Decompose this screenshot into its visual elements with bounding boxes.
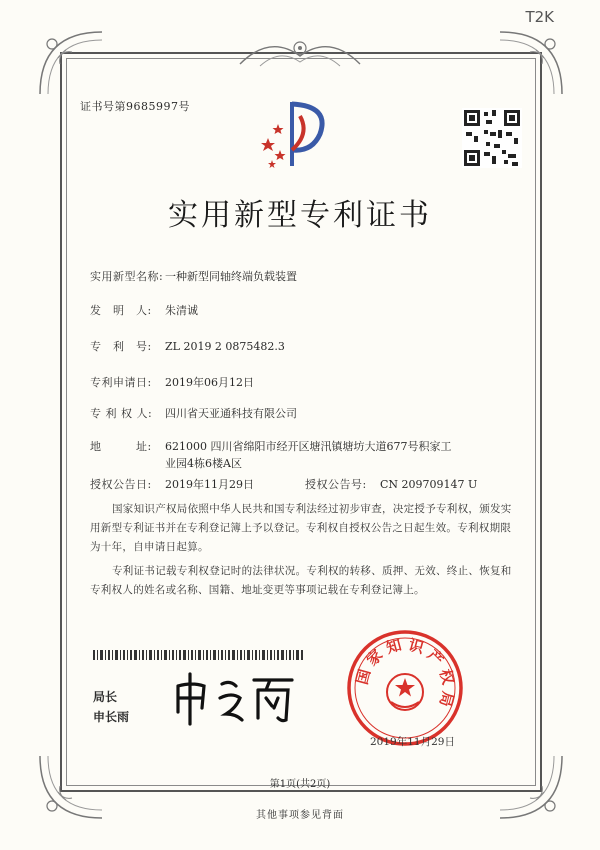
svg-text:家: 家 [362, 645, 387, 670]
grant-statement-paragraph: 国家知识产权局依照中华人民共和国专利法经过初步审查，决定授予专利权，颁发实用新型专利证书并在专利登记簿上予以登记。专利权自授权公告之日起生效。专利权期限为十年，自申请日起算。 [90, 503, 512, 553]
utility-model-name: 一种新型同轴终端负载装置 [165, 270, 297, 283]
qr-code [462, 108, 522, 172]
barcode [93, 645, 303, 664]
svg-text:权: 权 [435, 667, 458, 687]
director-title: 局长 [93, 690, 118, 704]
document-title: 实用新型专利证书 [168, 198, 432, 233]
inventor-row [90, 302, 198, 319]
patent-number-row [90, 338, 285, 355]
field-label: 实用新型名称: [90, 270, 164, 283]
svg-text:产: 产 [423, 645, 448, 670]
patentee-row [90, 405, 297, 422]
filing-date-row [90, 374, 254, 391]
field-label: 专 利 权 人: [90, 407, 153, 420]
top-ornament [230, 34, 370, 78]
svg-text:局: 局 [435, 689, 458, 709]
grant-row [90, 476, 477, 493]
grant-date: 2019年11月29日 [165, 478, 254, 491]
svg-text:国: 国 [352, 667, 375, 687]
svg-text:知: 知 [384, 635, 404, 658]
address-line-1: 621000 四川省绵阳市经开区塘汛镇塘坊大道677号积家工 [165, 440, 452, 453]
field-label: 授权公告号: [305, 478, 367, 491]
handwritten-mark: T2K [525, 8, 554, 26]
patent-number: ZL 2019 2 0875482.3 [165, 340, 285, 353]
address-line-2: 业园4栋6楼A区 [165, 457, 242, 470]
footer-note: 其他事项参见背面 [256, 810, 344, 821]
address [165, 438, 451, 472]
certificate-number: 证书号第9685997号 [80, 100, 190, 113]
field-label: 专利申请日: [90, 376, 152, 389]
field-label: 专 利 号: [90, 340, 152, 353]
field-label: 授权公告日: [90, 478, 152, 491]
patent-office-logo [258, 94, 338, 178]
field-label: 发 明 人: [90, 304, 152, 317]
corner-ornament-top-right [496, 28, 566, 98]
utility-model-name-row [90, 268, 297, 285]
field-label: 地 址: [90, 440, 152, 453]
corner-ornament-top-left [36, 28, 106, 98]
director-name: 申长雨 [93, 710, 130, 724]
address-row [90, 438, 451, 472]
seal-date: 2019年11月29日 [370, 736, 455, 748]
svg-text:识: 识 [406, 635, 426, 658]
filing-date: 2019年06月12日 [165, 376, 254, 389]
page-number: 第1页(共2页) [269, 779, 331, 790]
director-signature [170, 668, 300, 732]
grant-number: CN 209709147 U [380, 478, 478, 491]
legal-status-paragraph: 专利证书记载专利权登记时的法律状况。专利权的转移、质押、无效、终止、恢复和专利权人的姓名或名称、国籍、地址变更等事项记载在专利登记簿上。 [90, 565, 512, 596]
inventor-name: 朱清诚 [165, 304, 198, 317]
patentee-name: 四川省天亚通科技有限公司 [165, 407, 297, 420]
